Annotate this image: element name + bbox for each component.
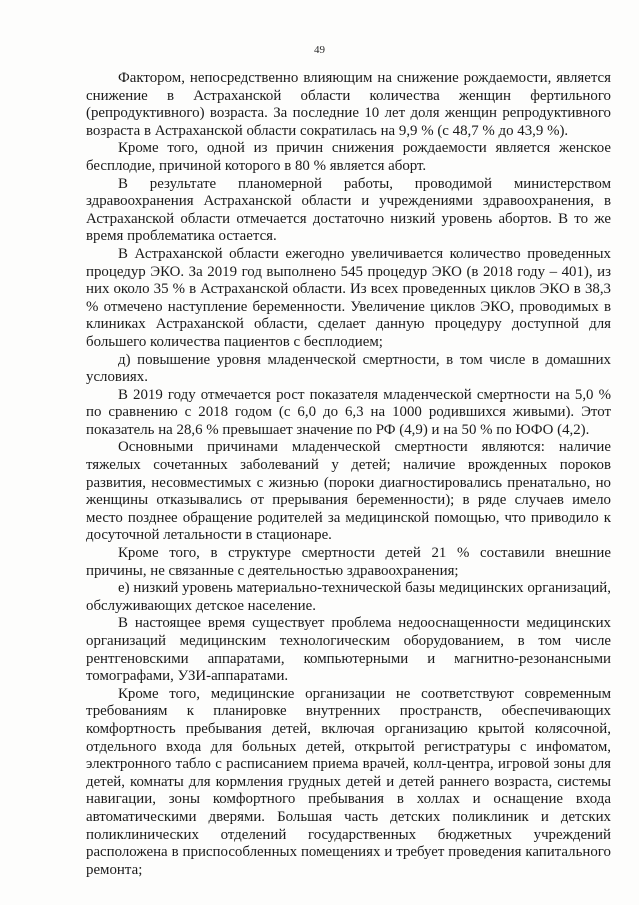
- paragraph-infertility: Кроме того, одной из причин снижения рождаемости является женское бесплодие, причиной которого в 80 % является аборт.: [86, 140, 611, 174]
- page-number: 49: [314, 44, 325, 56]
- paragraph-ivf: В Астраханской области ежегодно увеличивается количество проведенных процедур ЭКО. За 2019 год выполнено 545 процедур ЭКО (в 2018 году – 401), из них около 35 % в Астраханской области. Из всех проведенных циклов ЭКО в 38,3 % отмечено наступление беременности. Увеличение циклов ЭКО, проводимых в клиниках Астраханской области, сделает данную процедуру доступной для большего количества пациентов с бесплодием;: [86, 245, 611, 350]
- paragraph-equipment-shortage: В настоящее время существует проблема недооснащенности медицинских организаций медицинским технологическим оборудованием, в том числе рентгеновскими аппаратами, компьютерными и магнитно-резонансными томографами, УЗИ-аппаратами.: [86, 615, 611, 685]
- paragraph-item-d: д) повышение уровня младенческой смертности, в том числе в домашних условиях.: [86, 351, 611, 386]
- paragraph-item-e: е) низкий уровень материально-технической базы медицинских организаций, обслуживающих детское население.: [86, 580, 611, 614]
- paragraph-mortality-causes: Основными причинами младенческой смертности являются: наличие тяжелых сочетанных заболеваний у детей; наличие врожденных пороков развития, несовместимых с жизнью (пороки диагностировались пренатально, но женщины отказывались от прерывания беременности); в ряде случаев имело место позднее обращение родителей за медицинской помощью, что приводило к досуточной летальности в стационаре.: [86, 439, 611, 544]
- document-body: [86, 70, 611, 879]
- paragraph-fertility-factor: Фактором, непосредственно влияющим на снижение рождаемости, является снижение в Астраханской области количества женщин фертильного (репродуктивного) возраста. За последние 10 лет доля женщин репродуктивного возраста в Астраханской области сократилась на 9,9 % (с 48,7 % до 43,9 %).: [86, 70, 611, 139]
- paragraph-abortion-level: В результате планомерной работы, проводимой министерством здравоохранения Астраханской области и учреждениями здравоохранения, в Астраханской области отмечается достаточно низкий уровень абортов. В то же время проблематика остается.: [86, 175, 611, 245]
- paragraph-external-causes: Кроме того, в структуре смертности детей 21 % составили внешние причины, не связанные с деятельностью здравоохранения;: [86, 545, 611, 579]
- paragraph-infant-mortality-rate: В 2019 году отмечается рост показателя младенческой смертности на 5,0 % по сравнению с 2018 годом (с 6,0 до 6,3 на 1000 родившихся живыми). Этот показатель на 28,6 % превышает значение по РФ (4,9) и на 50 % по ЮФО (4,2).: [86, 386, 611, 438]
- paragraph-facility-requirements: Кроме того, медицинские организации не соответствуют современным требованиям к планировке внутренних пространств, обеспечивающих комфортность пребывания детей, включая организацию крытой колясочной, отдельного входа для больных детей, открытой регистратуры с инфоматом, электронного табло с расписанием приема врачей, колл-центра, игровой зоны для детей, комнаты для кормления грудных детей и детей раннего возраста, системы навигации, зоны комфортного пребывания в холлах и оснащение входа автоматическими дверями. Большая часть детских поликлиник и детских поликлинических отделений государственных бюджетных учреждений расположена в приспособленных помещениях и требует проведения капитального ремонта;: [86, 685, 611, 878]
